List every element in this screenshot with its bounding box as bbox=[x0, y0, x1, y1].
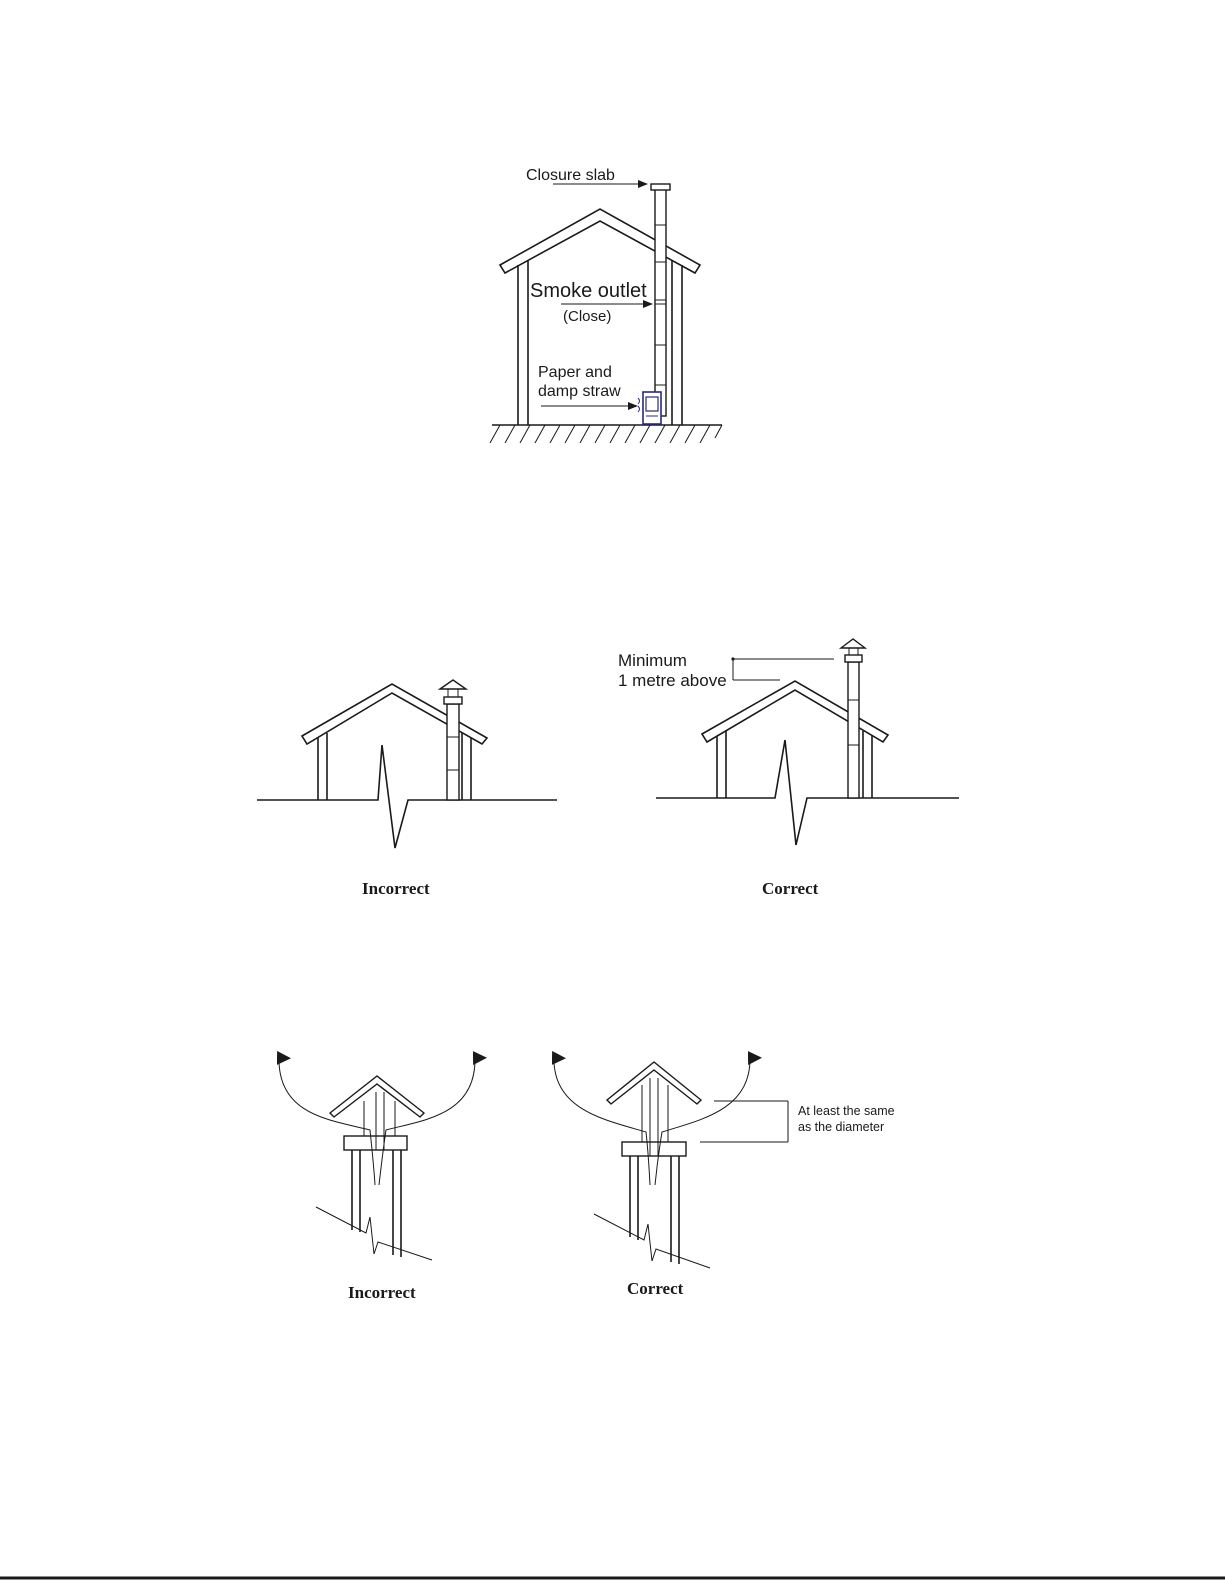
closure-slab-label: Closure slab bbox=[526, 167, 615, 184]
stove bbox=[638, 392, 661, 424]
roof bbox=[702, 681, 888, 742]
clearance-note-line2: as the diameter bbox=[798, 1120, 885, 1134]
incorrect-label-roof: Incorrect bbox=[362, 879, 430, 898]
incorrect-label-cap: Incorrect bbox=[348, 1283, 416, 1302]
clearance-note-line1: At least the same bbox=[798, 1104, 895, 1118]
roof-break-line bbox=[594, 1214, 710, 1268]
closure-slab bbox=[651, 184, 670, 190]
chimney-cap bbox=[607, 1062, 701, 1104]
ground-break-line bbox=[257, 745, 557, 848]
chimney-cap bbox=[330, 1076, 424, 1117]
correct-label-cap: Correct bbox=[627, 1279, 684, 1298]
house-roof bbox=[500, 209, 700, 273]
pipe-collar bbox=[622, 1142, 686, 1156]
smoke-outlet-label: Smoke outlet bbox=[530, 280, 647, 302]
close-label: (Close) bbox=[563, 308, 612, 325]
minimum-label-line1: Minimum bbox=[618, 651, 687, 670]
ground-break-line bbox=[656, 740, 959, 845]
clearance-dimension bbox=[700, 1101, 788, 1142]
paper-label-line1: Paper and bbox=[538, 364, 612, 381]
correct-label-roof: Correct bbox=[762, 879, 819, 898]
cap-incorrect-diagram bbox=[279, 1058, 475, 1302]
paper-label-line2: damp straw bbox=[538, 383, 621, 400]
roof-incorrect-diagram bbox=[257, 680, 557, 898]
minimum-label-line2: 1 metre above bbox=[618, 671, 727, 690]
house-stove-diagram bbox=[490, 167, 722, 443]
cap-correct-diagram bbox=[554, 1058, 895, 1298]
chimney-pipe bbox=[655, 188, 666, 416]
ground-hatch bbox=[490, 425, 722, 443]
roof-correct-diagram bbox=[618, 639, 959, 898]
height-dimension bbox=[731, 657, 834, 680]
roof-break-line bbox=[316, 1207, 432, 1260]
